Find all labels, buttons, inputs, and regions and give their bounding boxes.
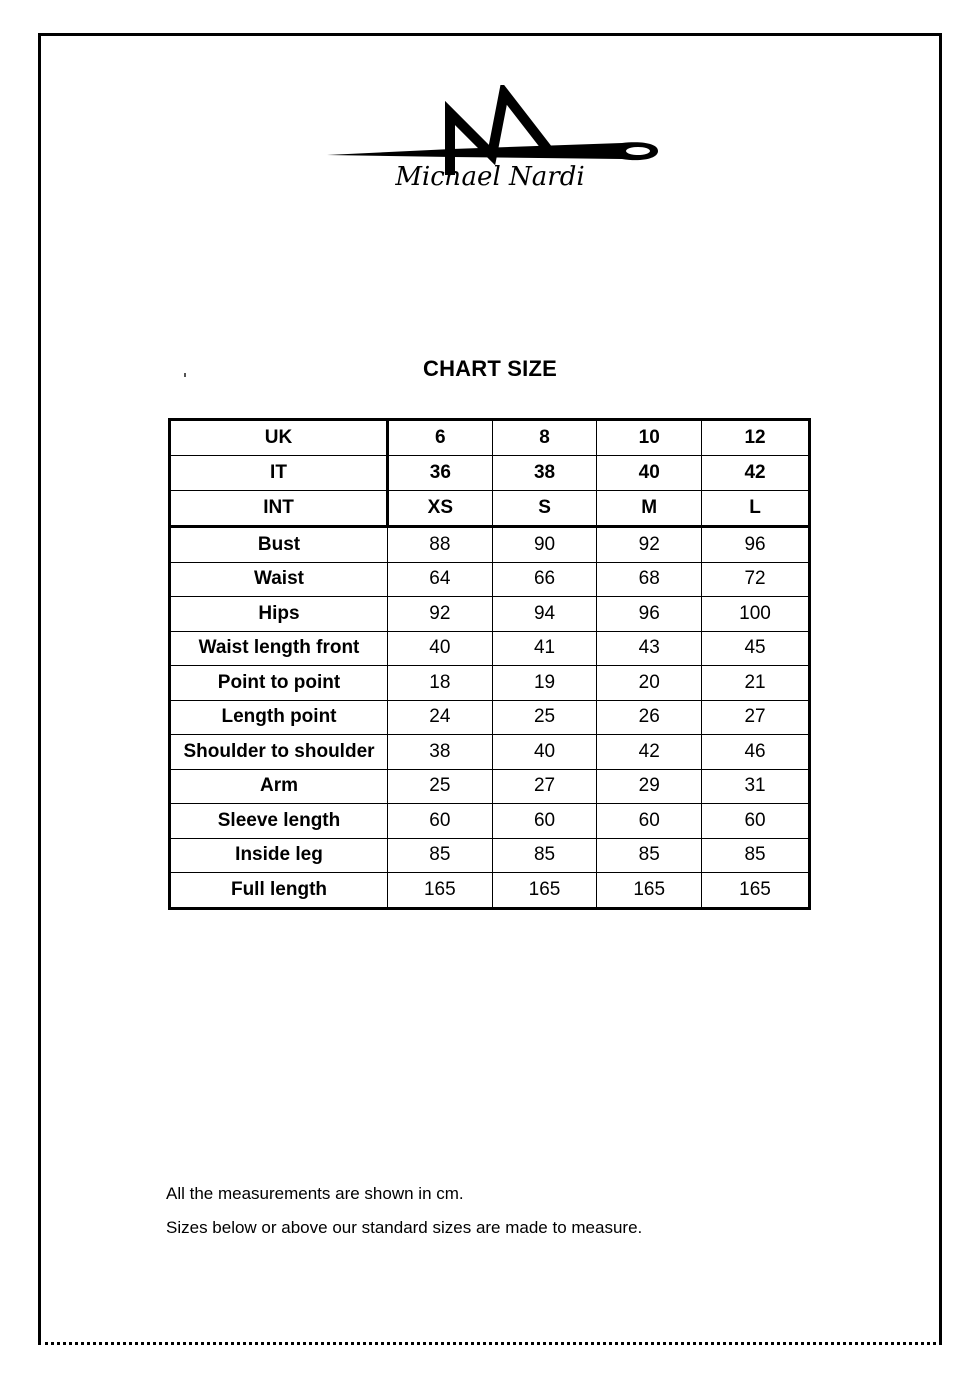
header-cell: 42: [702, 456, 810, 491]
table-row: [170, 700, 810, 735]
table-row: [170, 527, 810, 563]
table-cell: 31: [702, 769, 810, 804]
table-row: [170, 769, 810, 804]
table-cell: 85: [388, 838, 493, 873]
table-cell: 100: [702, 597, 810, 632]
header-label: INT: [170, 491, 388, 527]
header-cell: 40: [597, 456, 702, 491]
header-cell: 12: [702, 420, 810, 456]
table-cell: 68: [597, 562, 702, 597]
table-cell: 25: [492, 700, 597, 735]
header-cell: XS: [388, 491, 493, 527]
header-row-it: [170, 456, 810, 491]
table-cell: 165: [597, 873, 702, 909]
note-made-to-measure: Sizes below or above our standard sizes are made to measure.: [166, 1218, 643, 1237]
note-units: All the measurements are shown in cm.: [166, 1184, 464, 1203]
page-title: CHART SIZE: [423, 356, 557, 381]
table-cell: 46: [702, 735, 810, 770]
table-cell: 92: [597, 527, 702, 563]
table-cell: 29: [597, 769, 702, 804]
table-row: [170, 631, 810, 666]
row-label: Shoulder to shoulder: [170, 735, 388, 770]
table-cell: 165: [702, 873, 810, 909]
row-label: Bust: [170, 527, 388, 563]
table-cell: 19: [492, 666, 597, 701]
table-cell: 41: [492, 631, 597, 666]
table-cell: 27: [702, 700, 810, 735]
table-cell: 94: [492, 597, 597, 632]
row-label: Hips: [170, 597, 388, 632]
header-cell: 38: [492, 456, 597, 491]
table-row: [170, 597, 810, 632]
table-cell: 64: [388, 562, 493, 597]
table-cell: 85: [597, 838, 702, 873]
header-label: IT: [170, 456, 388, 491]
header-cell: 6: [388, 420, 493, 456]
header-cell: M: [597, 491, 702, 527]
header-label: UK: [170, 420, 388, 456]
row-label: Sleeve length: [170, 804, 388, 839]
table-row: [170, 735, 810, 770]
table-row: [170, 666, 810, 701]
table-cell: 40: [388, 631, 493, 666]
table-cell: 165: [492, 873, 597, 909]
header-cell: S: [492, 491, 597, 527]
table-cell: 96: [702, 527, 810, 563]
row-label: Waist: [170, 562, 388, 597]
row-label: Length point: [170, 700, 388, 735]
table-cell: 42: [597, 735, 702, 770]
table-cell: 38: [388, 735, 493, 770]
table-cell: 25: [388, 769, 493, 804]
row-label: Point to point: [170, 666, 388, 701]
header-row-int: [170, 491, 810, 527]
footnotes: [166, 1177, 642, 1245]
brand-logo: [322, 85, 662, 195]
needle-logo-icon: [322, 85, 662, 195]
header-cell: 8: [492, 420, 597, 456]
table-cell: 85: [702, 838, 810, 873]
table-cell: 92: [388, 597, 493, 632]
table-cell: 21: [702, 666, 810, 701]
table-cell: 96: [597, 597, 702, 632]
row-label: Inside leg: [170, 838, 388, 873]
table-cell: 24: [388, 700, 493, 735]
table-cell: 165: [388, 873, 493, 909]
table-cell: 88: [388, 527, 493, 563]
row-label: Full length: [170, 873, 388, 909]
table-cell: 60: [388, 804, 493, 839]
table-cell: 20: [597, 666, 702, 701]
row-label: Waist length front: [170, 631, 388, 666]
table-cell: 18: [388, 666, 493, 701]
table-cell: 60: [597, 804, 702, 839]
table-row: [170, 804, 810, 839]
header-row-uk: [170, 420, 810, 456]
table-cell: 90: [492, 527, 597, 563]
size-chart-table: [168, 418, 811, 910]
table-cell: 26: [597, 700, 702, 735]
header-cell: L: [702, 491, 810, 527]
header-cell: 36: [388, 456, 493, 491]
table-cell: 40: [492, 735, 597, 770]
row-label: Arm: [170, 769, 388, 804]
table-row: [170, 873, 810, 909]
table-cell: 66: [492, 562, 597, 597]
table-row: [170, 562, 810, 597]
table-cell: 60: [492, 804, 597, 839]
svg-text:Michael Nardi: Michael Nardi: [395, 162, 585, 192]
header-cell: 10: [597, 420, 702, 456]
table-cell: 72: [702, 562, 810, 597]
table-cell: 27: [492, 769, 597, 804]
table-cell: 45: [702, 631, 810, 666]
table-cell: 85: [492, 838, 597, 873]
table-cell: 60: [702, 804, 810, 839]
table-row: [170, 838, 810, 873]
table-cell: 43: [597, 631, 702, 666]
